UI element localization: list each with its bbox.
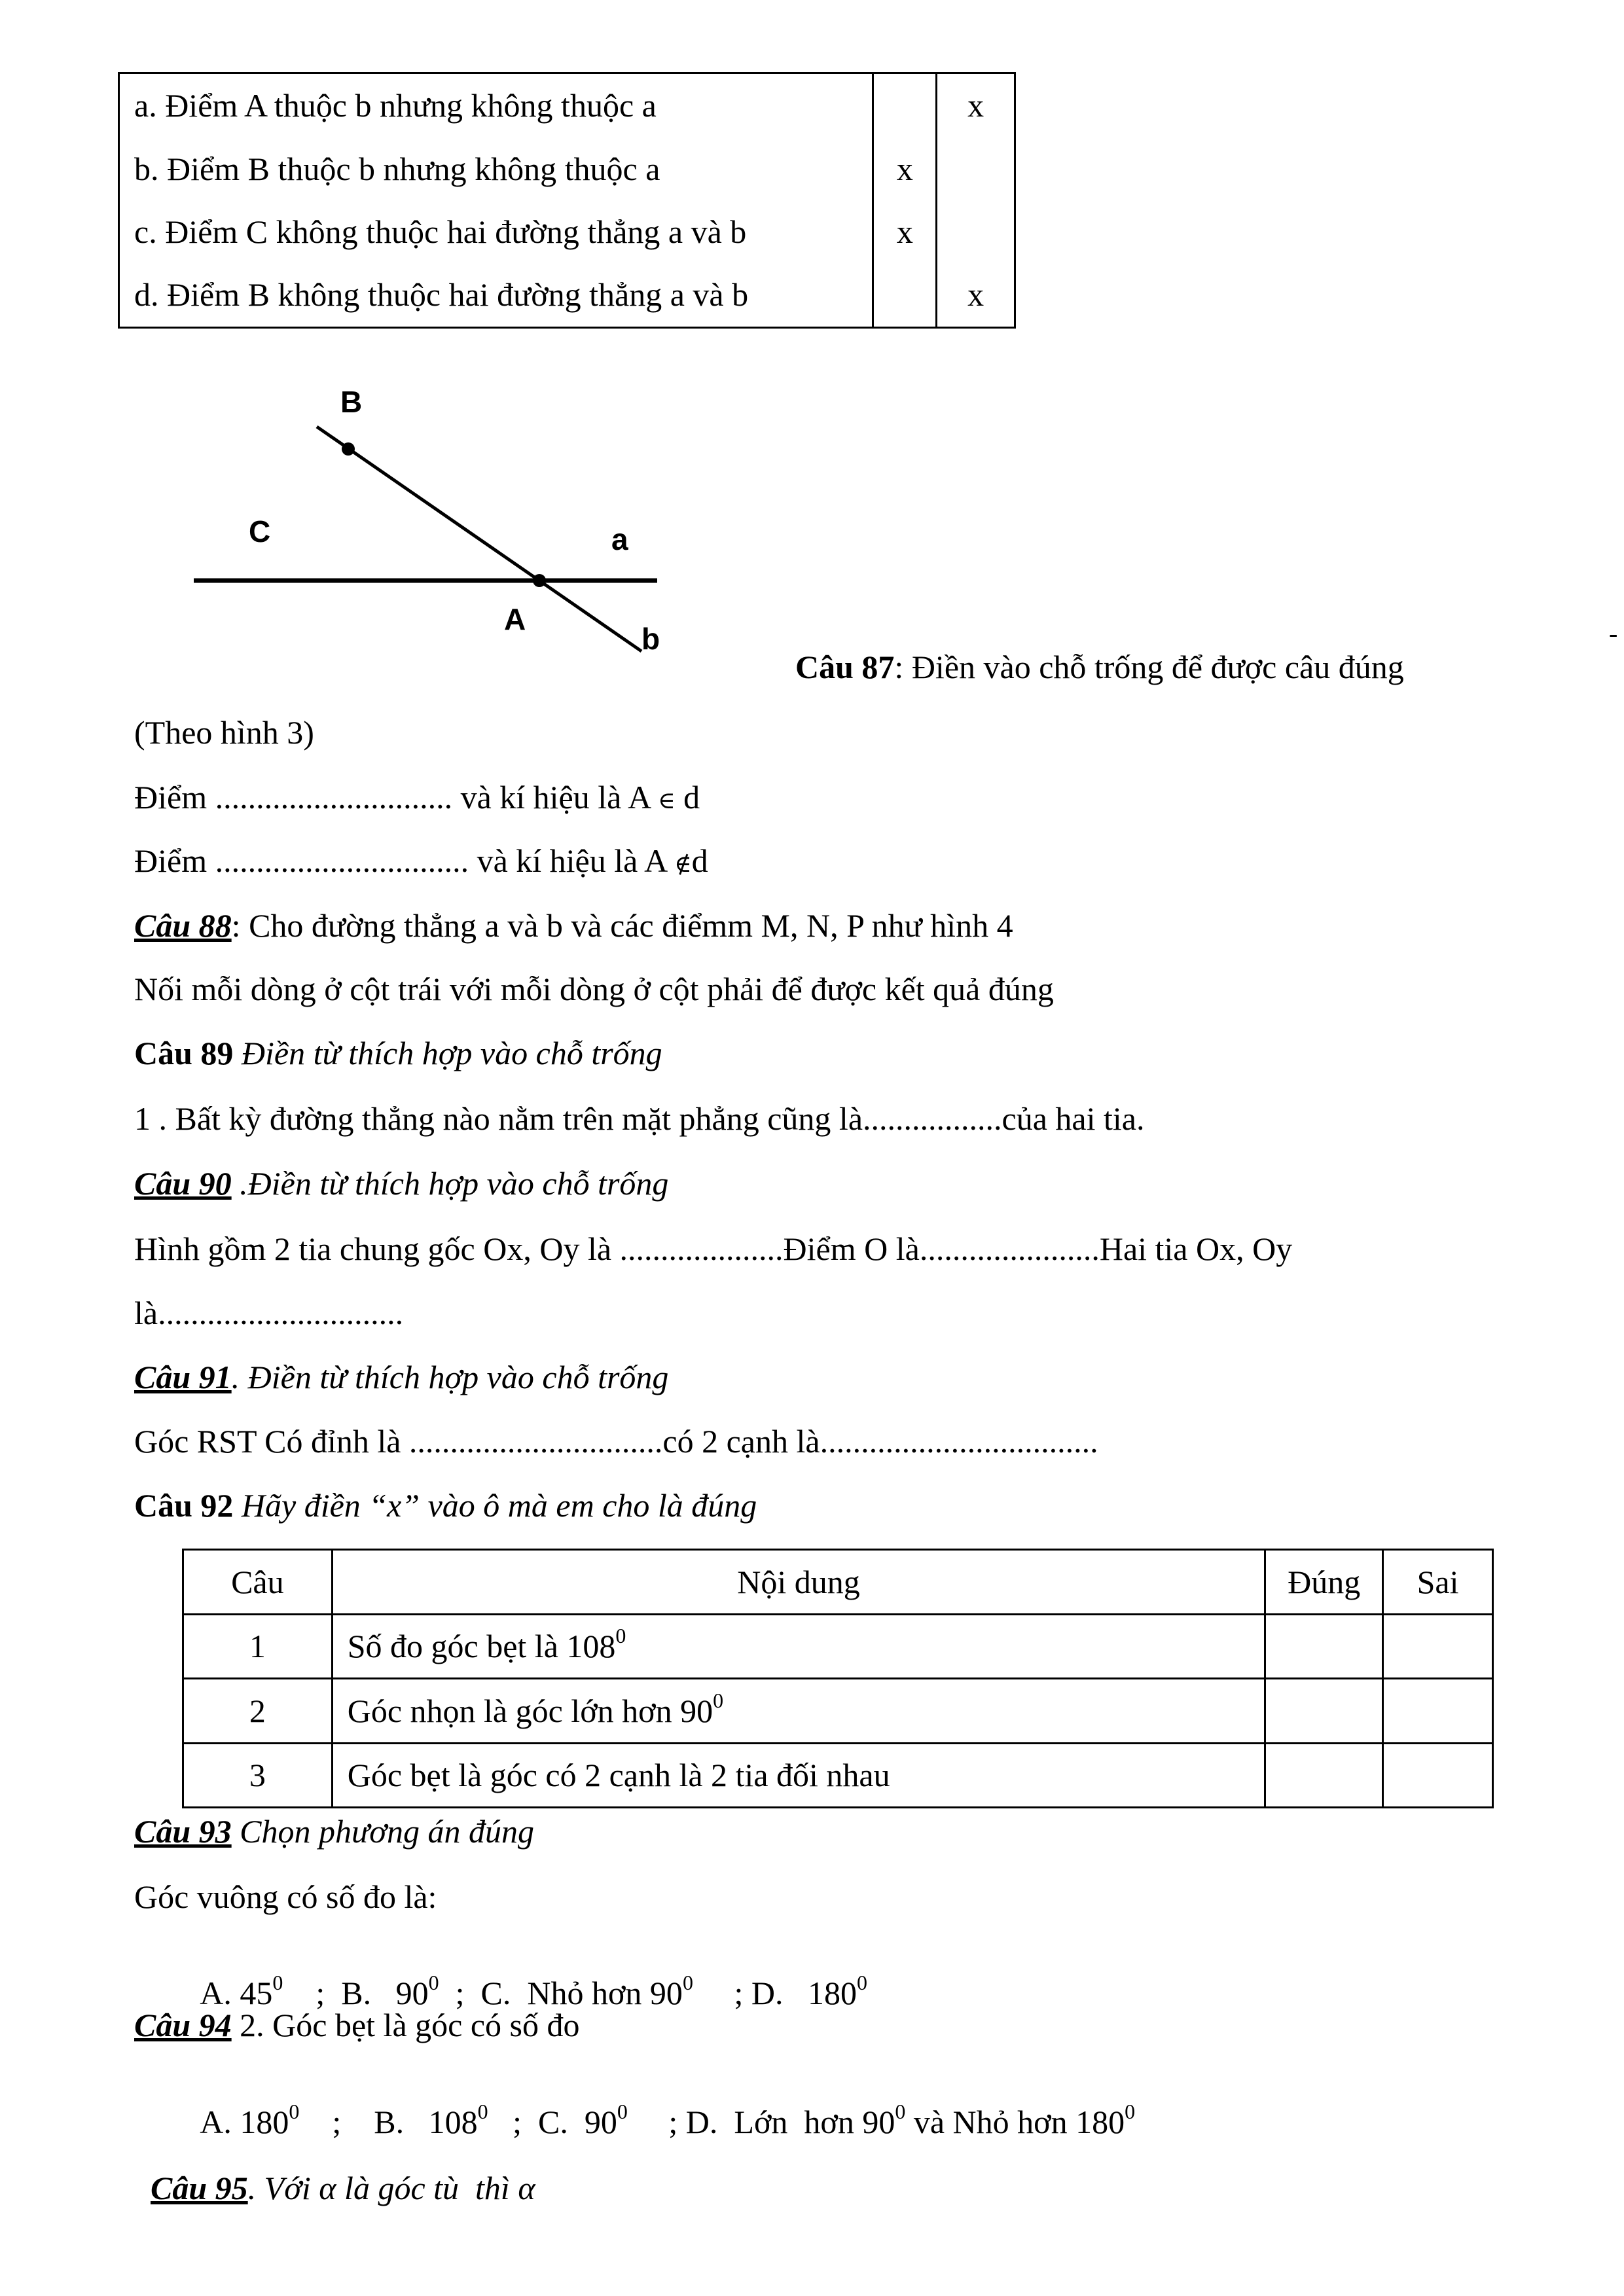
q87-ref: (Theo hình 3) [134, 714, 314, 751]
conjunction: và [905, 2104, 953, 2140]
separator: ; [283, 1975, 342, 2011]
option-a-text: A. 45 [200, 1975, 273, 2011]
table-row [183, 1679, 1493, 1744]
q87-line2-text: Điểm ............................... và kí hiệu là A [134, 842, 674, 879]
separator: ; [439, 1975, 481, 2011]
row-content-text: Số đo góc bẹt là 108 [347, 1628, 616, 1665]
mark-cell [873, 73, 937, 137]
point-b-dot [342, 442, 355, 456]
separator: ; [627, 2104, 686, 2140]
degree-sup: 0 [272, 1971, 283, 1994]
classification-table [118, 72, 1016, 329]
label-c-point: C [249, 514, 271, 548]
label-line-b: b [641, 622, 660, 656]
q87-line2 [134, 844, 708, 877]
degree-sup: 0 [895, 2100, 906, 2123]
alpha-symbol: α [518, 2170, 535, 2206]
mark-cell: x [937, 73, 1015, 137]
row-content [332, 1743, 1265, 1808]
table-row [119, 263, 1015, 328]
q94-label: Câu 94 [134, 2007, 232, 2043]
q87-text: : Điền vào chỗ trống để được câu đúng [894, 649, 1404, 685]
sai-checkbox-cell[interactable] [1383, 1743, 1493, 1808]
degree-sup: 0 [856, 1971, 867, 1994]
sai-checkbox-cell[interactable] [1383, 1679, 1493, 1744]
q95-heading [134, 2139, 535, 2204]
dung-checkbox-cell[interactable] [1265, 1743, 1383, 1808]
mark-cell [873, 263, 937, 328]
q90-instruction: .Điền từ thích hợp vào chỗ trống [231, 1165, 669, 1202]
q88-line2: Nối mỗi dòng ở cột trái với mỗi dòng ở cột phải để được kết quả đúng [134, 971, 1054, 1007]
true-false-table [182, 1549, 1494, 1808]
q93-question: Góc vuông có số đo là: [134, 1878, 437, 1915]
table-row [183, 1614, 1493, 1679]
header-dung: Đúng [1265, 1550, 1383, 1615]
table-row [119, 200, 1015, 263]
row-content-text: Góc nhọn là góc lớn hơn 90 [347, 1692, 713, 1729]
row-content [332, 1679, 1265, 1744]
q89-heading [134, 1037, 662, 1069]
q90-heading [134, 1167, 668, 1200]
not-element-of-symbol: ∉ [674, 851, 692, 877]
option-c[interactable] [538, 2100, 628, 2140]
row-content [332, 1614, 1265, 1679]
separator: ; [299, 2104, 374, 2140]
margin-mark: - [1609, 619, 1618, 648]
option-b[interactable] [341, 1971, 439, 2011]
option-c[interactable] [480, 1971, 693, 2011]
q87-heading [795, 651, 1404, 683]
option-b-text: B. 108 [374, 2104, 478, 2140]
q87-label: Câu 87 [795, 649, 895, 685]
option-d-text: D. 180 [751, 1975, 857, 2011]
row-number: 2 [183, 1679, 333, 1744]
geometry-figure [183, 380, 668, 668]
header-cau: Câu [183, 1550, 333, 1615]
q91-instruction: . Điền từ thích hợp vào chỗ trống [231, 1359, 669, 1395]
q95-text-mid: là góc tù thì [336, 2170, 518, 2206]
degree-sup: 0 [615, 1624, 626, 1648]
row-content-text: Góc bẹt là góc có 2 cạnh là 2 tia đối nhau [347, 1757, 890, 1794]
row-text: a. Điểm A thuộc b nhưng không thuộc a [134, 87, 657, 124]
separator: ; [693, 1975, 751, 2011]
q92-label: Câu 92 [134, 1487, 234, 1524]
q87-line2-end: d [691, 842, 708, 879]
q88-text: : Cho đường thẳng a và b và các điểmm M, N, P như hình 4 [231, 907, 1013, 944]
q92-instruction: Hãy điền “x” vào ô mà em cho là đúng [241, 1487, 757, 1524]
q95-label: Câu 95 [151, 2170, 248, 2206]
label-line-a: a [611, 522, 628, 556]
row-text: d. Điểm B không thuộc hai đường thẳng a và b [134, 276, 749, 314]
q89-label: Câu 89 [134, 1035, 234, 1071]
table-row [119, 73, 1015, 137]
q87-line1 [134, 781, 700, 814]
option-b[interactable] [374, 2100, 488, 2140]
q88-heading [134, 909, 1013, 942]
separator: ; [488, 2104, 539, 2140]
option-b-text: B. 90 [341, 1975, 429, 2011]
option-a[interactable] [200, 2100, 300, 2140]
q87-line1-text: Điểm ............................. và kí hiệu là A [134, 779, 658, 816]
mark-cell: x [873, 137, 937, 200]
q91-line1: Góc RST Có đỉnh là ...............................có 2 cạnh là.................................. [134, 1423, 1098, 1460]
point-a-dot [533, 574, 546, 587]
degree-sup: 0 [428, 1971, 439, 1994]
sai-checkbox-cell[interactable] [1383, 1614, 1493, 1679]
row-text: b. Điểm B thuộc b nhưng không thuộc a [134, 150, 660, 187]
q93-heading [134, 1815, 534, 1848]
q93-instruction: Chọn phương án đúng [240, 1813, 534, 1850]
q90-line2: là.............................. [134, 1295, 404, 1331]
line-b [317, 427, 641, 651]
q93-options [185, 1944, 867, 2009]
option-c-text: C. 90 [538, 2104, 617, 2140]
degree-sup: 0 [617, 2100, 628, 2123]
row-number: 3 [183, 1743, 333, 1808]
element-of-symbol: ∈ [657, 787, 676, 814]
q91-label: Câu 91 [134, 1359, 232, 1395]
mark-cell [937, 200, 1015, 263]
q89-line1: 1 . Bất kỳ đường thẳng nào nằm trên mặt phẳng cũng là.................của hai tia. [134, 1100, 1145, 1137]
q94-options [185, 2073, 1135, 2138]
option-a-text: A. 180 [200, 2104, 289, 2140]
dung-checkbox-cell[interactable] [1265, 1614, 1383, 1679]
q94-heading [134, 2009, 579, 2041]
label-b-point: B [340, 385, 363, 419]
table-row [183, 1743, 1493, 1808]
row-number: 1 [183, 1614, 333, 1679]
header-noi-dung: Nội dung [332, 1550, 1265, 1615]
q90-line1: Hình gồm 2 tia chung gốc Ox, Oy là ....................Điểm O là......................Hai tia Ox, Oy [134, 1230, 1293, 1267]
table-row [119, 137, 1015, 200]
q93-label: Câu 93 [134, 1813, 232, 1850]
alpha-symbol: α [319, 2170, 336, 2206]
q88-label: Câu 88 [134, 907, 232, 944]
option-d[interactable] [685, 2100, 1136, 2140]
degree-sup: 0 [682, 1971, 693, 1994]
q87-line1-end: d [675, 779, 700, 816]
option-d-text: D. Lớn hơn 90 [685, 2104, 895, 2140]
q92-heading [134, 1489, 757, 1522]
option-d[interactable] [751, 1971, 867, 2011]
q94-text: 2. Góc bẹt là góc có số đo [231, 2007, 580, 2043]
row-text: c. Điểm C không thuộc hai đường thẳng a và b [134, 213, 747, 250]
option-d-text-2: Nhỏ hơn 180 [952, 2104, 1125, 2140]
degree-sup: 0 [1125, 2100, 1136, 2123]
q95-text-pre: . Với [247, 2170, 319, 2206]
table-header-row [183, 1550, 1493, 1615]
mark-cell: x [937, 263, 1015, 328]
label-a-point: A [504, 602, 526, 636]
mark-cell: x [873, 200, 937, 263]
degree-sup: 0 [477, 2100, 488, 2123]
dung-checkbox-cell[interactable] [1265, 1679, 1383, 1744]
degree-sup: 0 [713, 1688, 724, 1712]
option-c-text: C. Nhỏ hơn 90 [480, 1975, 683, 2011]
mark-cell [937, 137, 1015, 200]
header-sai: Sai [1383, 1550, 1493, 1615]
degree-sup: 0 [289, 2100, 300, 2123]
q89-instruction: Điền từ thích hợp vào chỗ trống [241, 1035, 662, 1071]
option-a[interactable] [200, 1971, 283, 2011]
q90-label: Câu 90 [134, 1165, 232, 1202]
q91-heading [134, 1361, 668, 1393]
